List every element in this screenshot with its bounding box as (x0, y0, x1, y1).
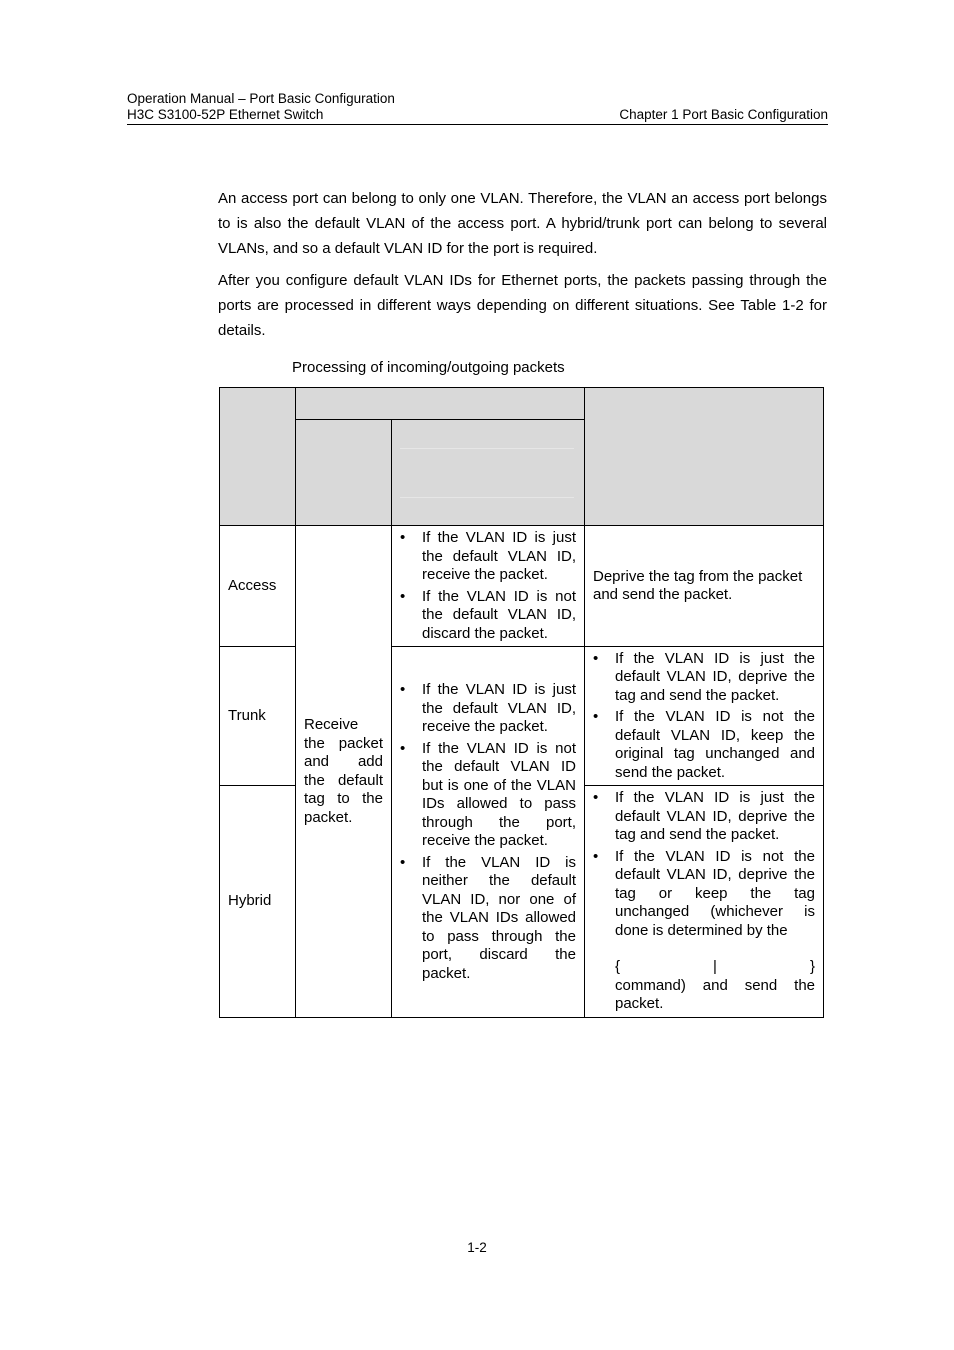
header-cell-port-type (220, 388, 296, 526)
packet-processing-table (219, 387, 824, 1018)
list-item: • If the VLAN ID is just the default VLAN ID, deprive the tag and send the packet. (615, 789, 815, 845)
list-item: • If the VLAN ID is not the default VLAN ID but is one of the VLAN IDs allowed to pass through the port, receive the packet. (422, 740, 576, 851)
header-manual-title: Operation Manual – Port Basic Configuration (127, 91, 395, 106)
access-tagged-incoming-list (400, 529, 576, 643)
trunk-outgoing-list (593, 650, 815, 783)
header-cell-untagged (296, 420, 392, 526)
pipe-separator: | (713, 958, 717, 976)
header-cell-tagged (392, 420, 585, 526)
list-item: • If the VLAN ID is just the default VLAN ID, receive the packet. (422, 529, 576, 585)
header-product-name: H3C S3100-52P Ethernet Switch (127, 107, 324, 122)
access-tagged-incoming-cell (392, 526, 585, 647)
header-rule (127, 124, 828, 125)
untagged-incoming-cell (296, 526, 392, 1018)
page-number: 1-2 (467, 1240, 487, 1255)
command-syntax-line (615, 958, 815, 977)
list-item: • If the VLAN ID is not the default VLAN ID, discard the packet. (422, 588, 576, 644)
body-paragraph: An access port can belong to only one VLAN. Therefore, the VLAN an access port belongs to is also the default VLAN of the access port. A hybrid/trunk port can belong to several VLANs, and so a default VLAN ID for the port is required. (218, 190, 827, 257)
port-type-trunk: Trunk (220, 647, 296, 786)
header-faded-rule (400, 448, 574, 498)
hybrid-out-text-c: command) and send the packet. (615, 976, 815, 1013)
list-item: • If the VLAN ID is not the default VLAN ID, keep the original tag unchanged and send the packet. (615, 708, 815, 782)
access-outgoing-text: Deprive the tag from the packet and send the packet. (593, 567, 803, 603)
trunk-hybrid-tagged-incoming-cell (392, 647, 585, 1018)
hybrid-outgoing-cell (585, 786, 824, 1018)
brace-open: { (615, 958, 621, 976)
table-caption: Processing of incoming/outgoing packets (292, 359, 565, 376)
hybrid-outgoing-list (593, 789, 815, 1014)
access-outgoing-cell (585, 526, 824, 647)
hybrid-out-text-a: If the VLAN ID is not the default VLAN ID, deprive the tag or keep the tag unchanged (whichever is done is determined by the (615, 847, 815, 939)
trunk-outgoing-cell (585, 647, 824, 786)
brace-close: } (809, 958, 815, 976)
body-paragraph: After you configure default VLAN IDs for Ethernet ports, the packets passing through the ports are processed in different ways depending on different situations. See Table 1-2 for details. (218, 272, 827, 339)
trunk-hybrid-tagged-incoming-list (400, 681, 576, 983)
list-item: • If the VLAN ID is neither the default VLAN ID, nor one of the VLAN IDs allowed to pass through the port, discard the packet. (422, 854, 576, 984)
header-cell-outgoing (585, 388, 824, 526)
header-chapter: Chapter 1 Port Basic Configuration (619, 107, 828, 122)
table-header-row (220, 388, 824, 420)
port-type-access: Access (220, 526, 296, 647)
page-header (127, 91, 828, 123)
list-item (615, 848, 815, 1014)
port-type-hybrid: Hybrid (220, 786, 296, 1018)
table-row-access (220, 526, 824, 647)
header-cell-incoming (296, 388, 585, 420)
untagged-incoming-text: Receive the packet and add the default tag to the packet. (304, 716, 383, 826)
list-item: • If the VLAN ID is just the default VLAN ID, deprive the tag and send the packet. (615, 650, 815, 706)
list-item: • If the VLAN ID is just the default VLAN ID, receive the packet. (422, 681, 576, 737)
command-placeholder (615, 940, 815, 958)
